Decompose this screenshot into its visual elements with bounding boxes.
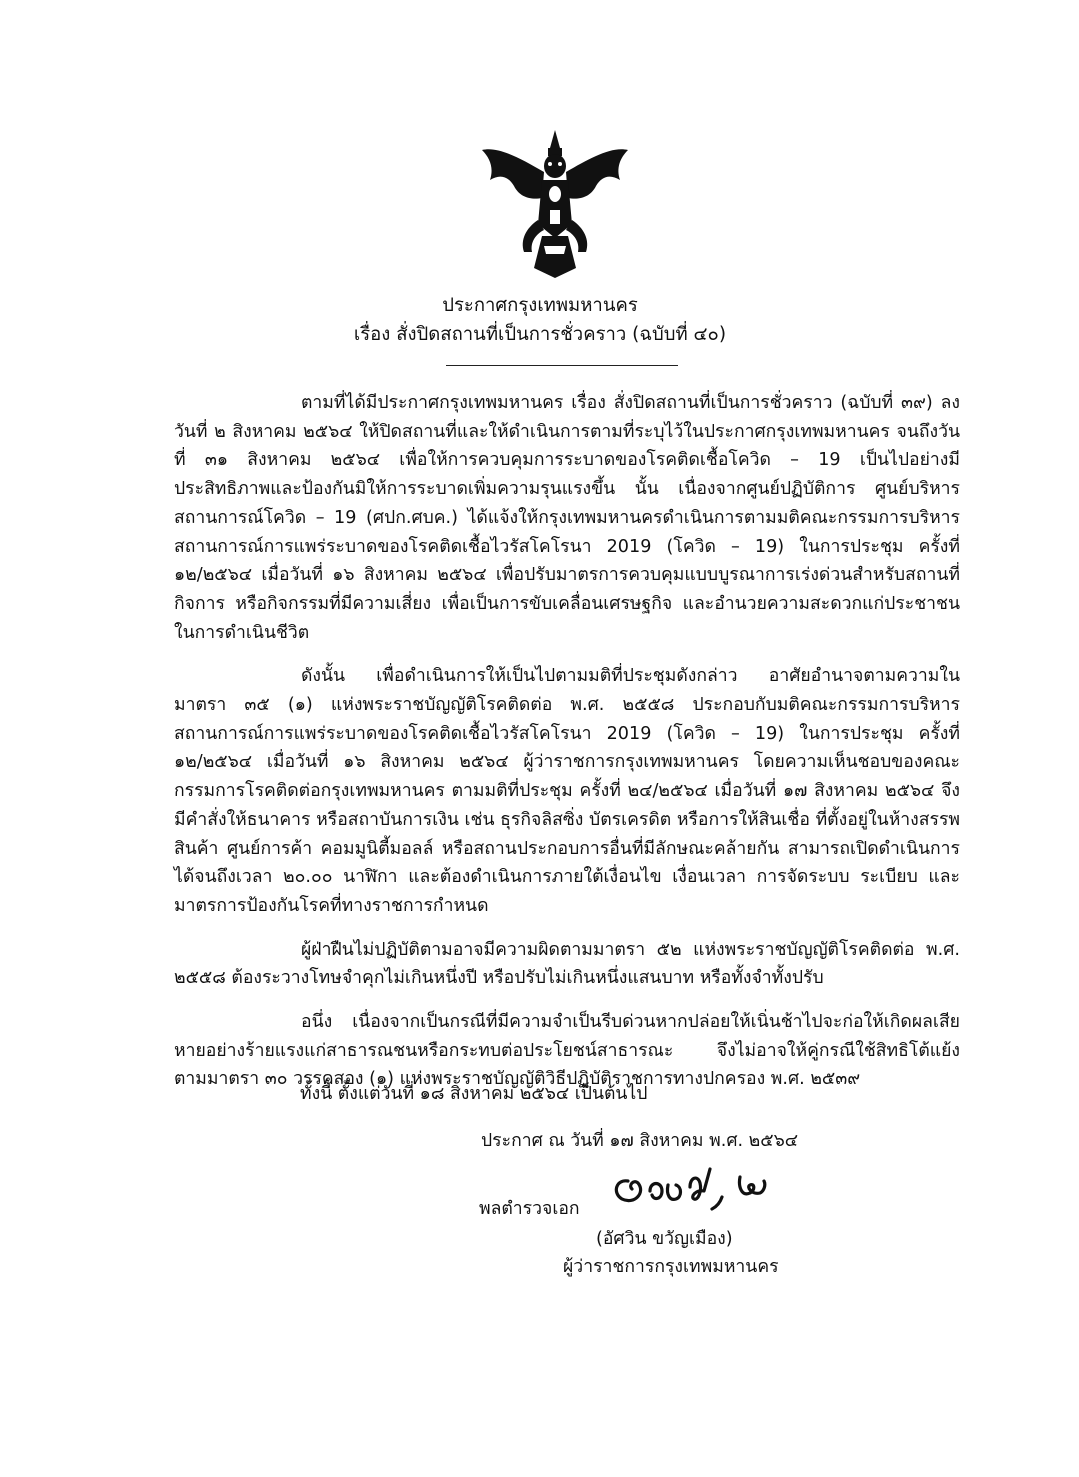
announced-date: ประกาศ ณ วันที่ ๑๗ สิงหาคม พ.ศ. ๒๕๖๔ bbox=[481, 1131, 799, 1151]
paragraph-urgency: อนึ่ง เนื่องจากเป็นกรณีที่มีความจำเป็นรีบด่วนหากปล่อยให้เนิ่นช้าไปจะก่อให้เกิดผลเสียหายอย่างร้ายแรงแก่สาธารณชนหรือกระทบต่อประโยชน์สาธารณะ จึงไม่อาจให้คู่กรณีใช้สิทธิโต้แย้ง ตามมาตรา ๓๐ วรรคสอง (๑) แห่งพระราชบัญญัติวิธีปฏิบัติราชการทางปกครอง พ.ศ. ๒๕๓๙ bbox=[174, 1012, 960, 1090]
paragraph-background: ตามที่ได้มีประกาศกรุงเทพมหานคร เรื่อง สั่งปิดสถานที่เป็นการชั่วคราว (ฉบับที่ ๓๙) ลงวันที่ ๒ สิงหาคม ๒๕๖๔ ให้ปิดสถานที่และให้ดำเนินการตามที่ระบุไว้ในประกาศกรุงเทพมหานคร จนถึงวันที่ ๓๑ สิงหาคม ๒๕๖๔ เพื่อให้การควบคุมการระบาดของโรคติดเชื้อโควิด – 19 เป็นไปอย่างมีประสิทธิภาพและป้องกันมิให้การระบาดเพิ่มความรุนแรงขึ้น นั้น เนื่องจากศูนย์ปฏิบัติการ ศูนย์บริหารสถานการณ์โควิด – 19 (ศปก.ศบค.) ได้แจ้งให้กรุงเทพมหานครดำเนินการตามมติคณะกรรมการบริหารสถานการณ์การแพร่ระบาดของโรคติดเชื้อไวรัสโคโรนา 2019 (โควิด – 19) ในการประชุม ครั้งที่ ๑๒/๒๕๖๔ เมื่อวันที่ ๑๖ สิงหาคม ๒๕๖๔ เพื่อปรับมาตรการควบคุมแบบบูรณาการเร่งด่วนสำหรับสถานที่ กิจการ หรือกิจกรรมที่มีความเสี่ยง เพื่อเป็นการขับเคลื่อนเศรษฐกิจ และอำนวยความสะดวกแก่ประชาชนในการดำเนินชีวิต bbox=[174, 393, 960, 643]
signatory-rank: พลตำรวจเอก bbox=[479, 1199, 580, 1219]
signatory-position: ผู้ว่าราชการกรุงเทพมหานคร bbox=[563, 1257, 779, 1277]
effective-date: ทั้งนี้ ตั้งแต่วันที่ ๑๘ สิงหาคม ๒๕๖๔ เป็นต้นไป bbox=[300, 1084, 648, 1104]
header-divider bbox=[446, 365, 678, 366]
handwritten-signature-icon bbox=[606, 1163, 776, 1213]
paragraph-order: ดังนั้น เพื่อดำเนินการให้เป็นไปตามมติที่ประชุมดังกล่าว อาศัยอำนาจตามความในมาตรา ๓๕ (๑) แห่งพระราชบัญญัติโรคติดต่อ พ.ศ. ๒๕๕๘ ประกอบกับมติคณะกรรมการบริหารสถานการณ์การแพร่ระบาดของโรคติดเชื้อไวรัสโคโรนา 2019 (โควิด – 19) ในการประชุม ครั้งที่ ๑๒/๒๕๖๔ เมื่อวันที่ ๑๖ สิงหาคม ๒๕๖๔ ผู้ว่าราชการกรุงเทพมหานคร โดยความเห็นชอบของคณะกรรมการโรคติดต่อกรุงเทพมหานคร ตามมติที่ประชุม ครั้งที่ ๒๔/๒๕๖๔ เมื่อวันที่ ๑๗ สิงหาคม ๒๕๖๔ จึงมีคำสั่งให้ธนาคาร หรือสถาบันการเงิน เช่น ธุรกิจลิสซิ่ง บัตรเครดิต หรือการให้สินเชื่อ ที่ตั้งอยู่ในห้างสรรพสินค้า ศูนย์การค้า คอมมูนิตี้มอลล์ หรือสถานประกอบการอื่นที่มีลักษณะคล้ายกัน สามารถเปิดดำเนินการได้จนถึงเวลา ๒๐.๐๐ นาฬิกา และต้องดำเนินการภายใต้เงื่อนไข เงื่อนเวลา การจัดระบบ ระเบียบ และมาตรการป้องกันโรคที่ทางราชการกำหนด bbox=[174, 666, 960, 916]
subject-title: เรื่อง สั่งปิดสถานที่เป็นการชั่วคราว (ฉบับที่ ๔๐) bbox=[353, 324, 727, 345]
signatory-name: (อัศวิน ขวัญเมือง) bbox=[596, 1229, 733, 1249]
garuda-emblem-icon bbox=[480, 128, 630, 280]
issuer-title: ประกาศกรุงเทพมหานคร bbox=[442, 295, 638, 316]
paragraph-penalty: ผู้ฝ่าฝืนไม่ปฏิบัติตามอาจมีความผิดตามมาตรา ๕๒ แห่งพระราชบัญญัติโรคติดต่อ พ.ศ. ๒๕๕๘ ต้องระวางโทษจำคุกไม่เกินหนึ่งปี หรือปรับไม่เกินหนึ่งแสนบาท หรือทั้งจำทั้งปรับ bbox=[174, 939, 960, 989]
announcement-body bbox=[174, 389, 960, 1094]
